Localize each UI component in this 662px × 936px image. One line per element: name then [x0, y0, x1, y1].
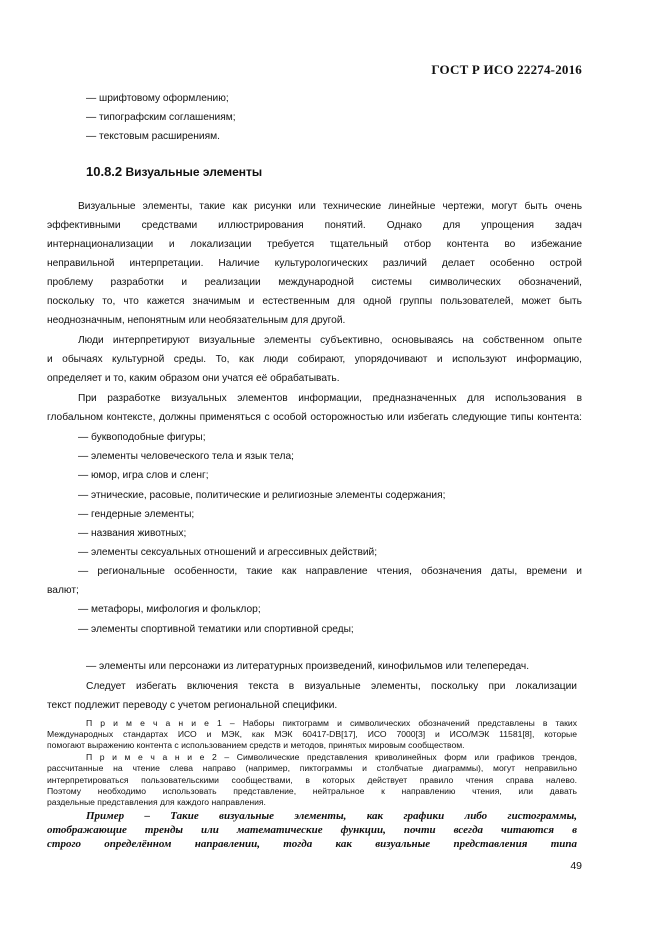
list-item: — юмор, игра слов и сленг; [78, 470, 209, 481]
section-title: Визуальные элементы [125, 165, 263, 179]
page-number: 49 [570, 860, 582, 872]
example-line: строго определённом направлении, тогда как визуальные представления типа [47, 838, 577, 850]
paragraph-line: неоднозначным, непонятным или необязательным для другой. [47, 315, 346, 326]
section-heading [86, 164, 262, 179]
paragraph-line: проблему разработки и реализации международной системы символических обозначений, [47, 277, 582, 288]
note-line: помогают выражению контента с использованием средств и методов, принятых мировым сообществом. [47, 740, 465, 750]
list-item: — метафоры, мифология и фольклор; [78, 604, 261, 615]
document-header: ГОСТ Р ИСО 22274-2016 [431, 62, 582, 77]
note-line: рассчитанные на чтение слева направо (например, пиктограммы и столбчатые диаграммы), могут неправильно [47, 763, 577, 773]
paragraph-line: Визуальные элементы, такие как рисунки или технические линейные чертежи, могут быть очень [78, 201, 582, 212]
note-line: П р и м е ч а н и е 2 – Символические представления криволинейных форм или графиков трендов, [86, 752, 577, 762]
list-item: — элементы человеческого тела и язык тела; [78, 451, 294, 462]
note-line: Международных стандартах ИСО и МЭК, как МЭК 60417-DB[17], ИСО 7000[3] и ИСО/МЭК 11581[8], которые [47, 729, 577, 739]
note-line: интерпретироваться пользовательскими сообществами, в которых действует правило чтения справа налево. [47, 775, 577, 785]
note-line: Поэтому необходимо использовать представление, нейтральное к направлению чтения, или давать [47, 786, 577, 796]
paragraph-line: Люди интерпретируют визуальные элементы субъективно, основываясь на собственном опыте [78, 335, 582, 346]
paragraph-line: глобальном контексте, должны применяться с особой осторожностью или избегать следующие типы контента: [47, 412, 582, 423]
list-item: — элементы или персонажи из литературных произведений, кинофильмов или телепередач. [86, 661, 530, 672]
list-item: валют; [47, 585, 79, 596]
list-item: — региональные особенности, такие как направление чтения, обозначения даты, времени и [78, 566, 582, 577]
list-item: — гендерные элементы; [78, 509, 195, 520]
list-item: — текстовым расширениям. [86, 131, 220, 142]
paragraph-line: При разработке визуальных элементов информации, предназначенных для использования в [78, 393, 582, 404]
example-line: Пример – Такие визуальные элементы, как графики либо гистограммы, [86, 810, 577, 822]
list-item: — буквоподобные фигуры; [78, 432, 206, 443]
note-line: раздельные представления для каждого направления. [47, 797, 266, 807]
paragraph-line: Следует избегать включения текста в визуальные элементы, поскольку при локализации [86, 681, 577, 692]
paragraph-line: поскольку то, что кажется значимым и естественным для одной группы пользователей, может быть [47, 296, 582, 307]
list-item: — названия животных; [78, 528, 187, 539]
list-item: — элементы сексуальных отношений и агрессивных действий; [78, 547, 378, 558]
paragraph-line: эффективными средствами иллюстрирования понятий. Однако для упрощения задач [47, 220, 582, 231]
paragraph-line: определяет и то, каким образом они учатся её обрабатывать. [47, 373, 340, 384]
list-item: — типографским соглашениям; [86, 112, 236, 123]
paragraph-line: и обычаях культурной среды. То, как люди собирают, упорядочивают и используют информацию, [47, 354, 582, 365]
example-line: отображающие тренды или математические функции, почти всегда читаются в [47, 824, 577, 836]
section-number: 10.8.2 [86, 164, 123, 179]
paragraph-line: неправильной интерпретации. Наличие культурологических различий делает особенно острой [47, 258, 582, 269]
paragraph-line: текст подлежит переводу с учетом региональной специфики. [47, 700, 338, 711]
list-item: — этнические, расовые, политические и религиозные элементы содержания; [78, 490, 446, 501]
list-item: — элементы спортивной тематики или спортивной среды; [78, 624, 354, 635]
list-item: — шрифтовому оформлению; [86, 93, 229, 104]
note-line: П р и м е ч а н и е 1 – Наборы пиктограмм и символических обозначений представлены в таких [86, 718, 577, 728]
paragraph-line: интернационализации и локализации требуется тщательный отбор контента во избежание [47, 239, 582, 250]
